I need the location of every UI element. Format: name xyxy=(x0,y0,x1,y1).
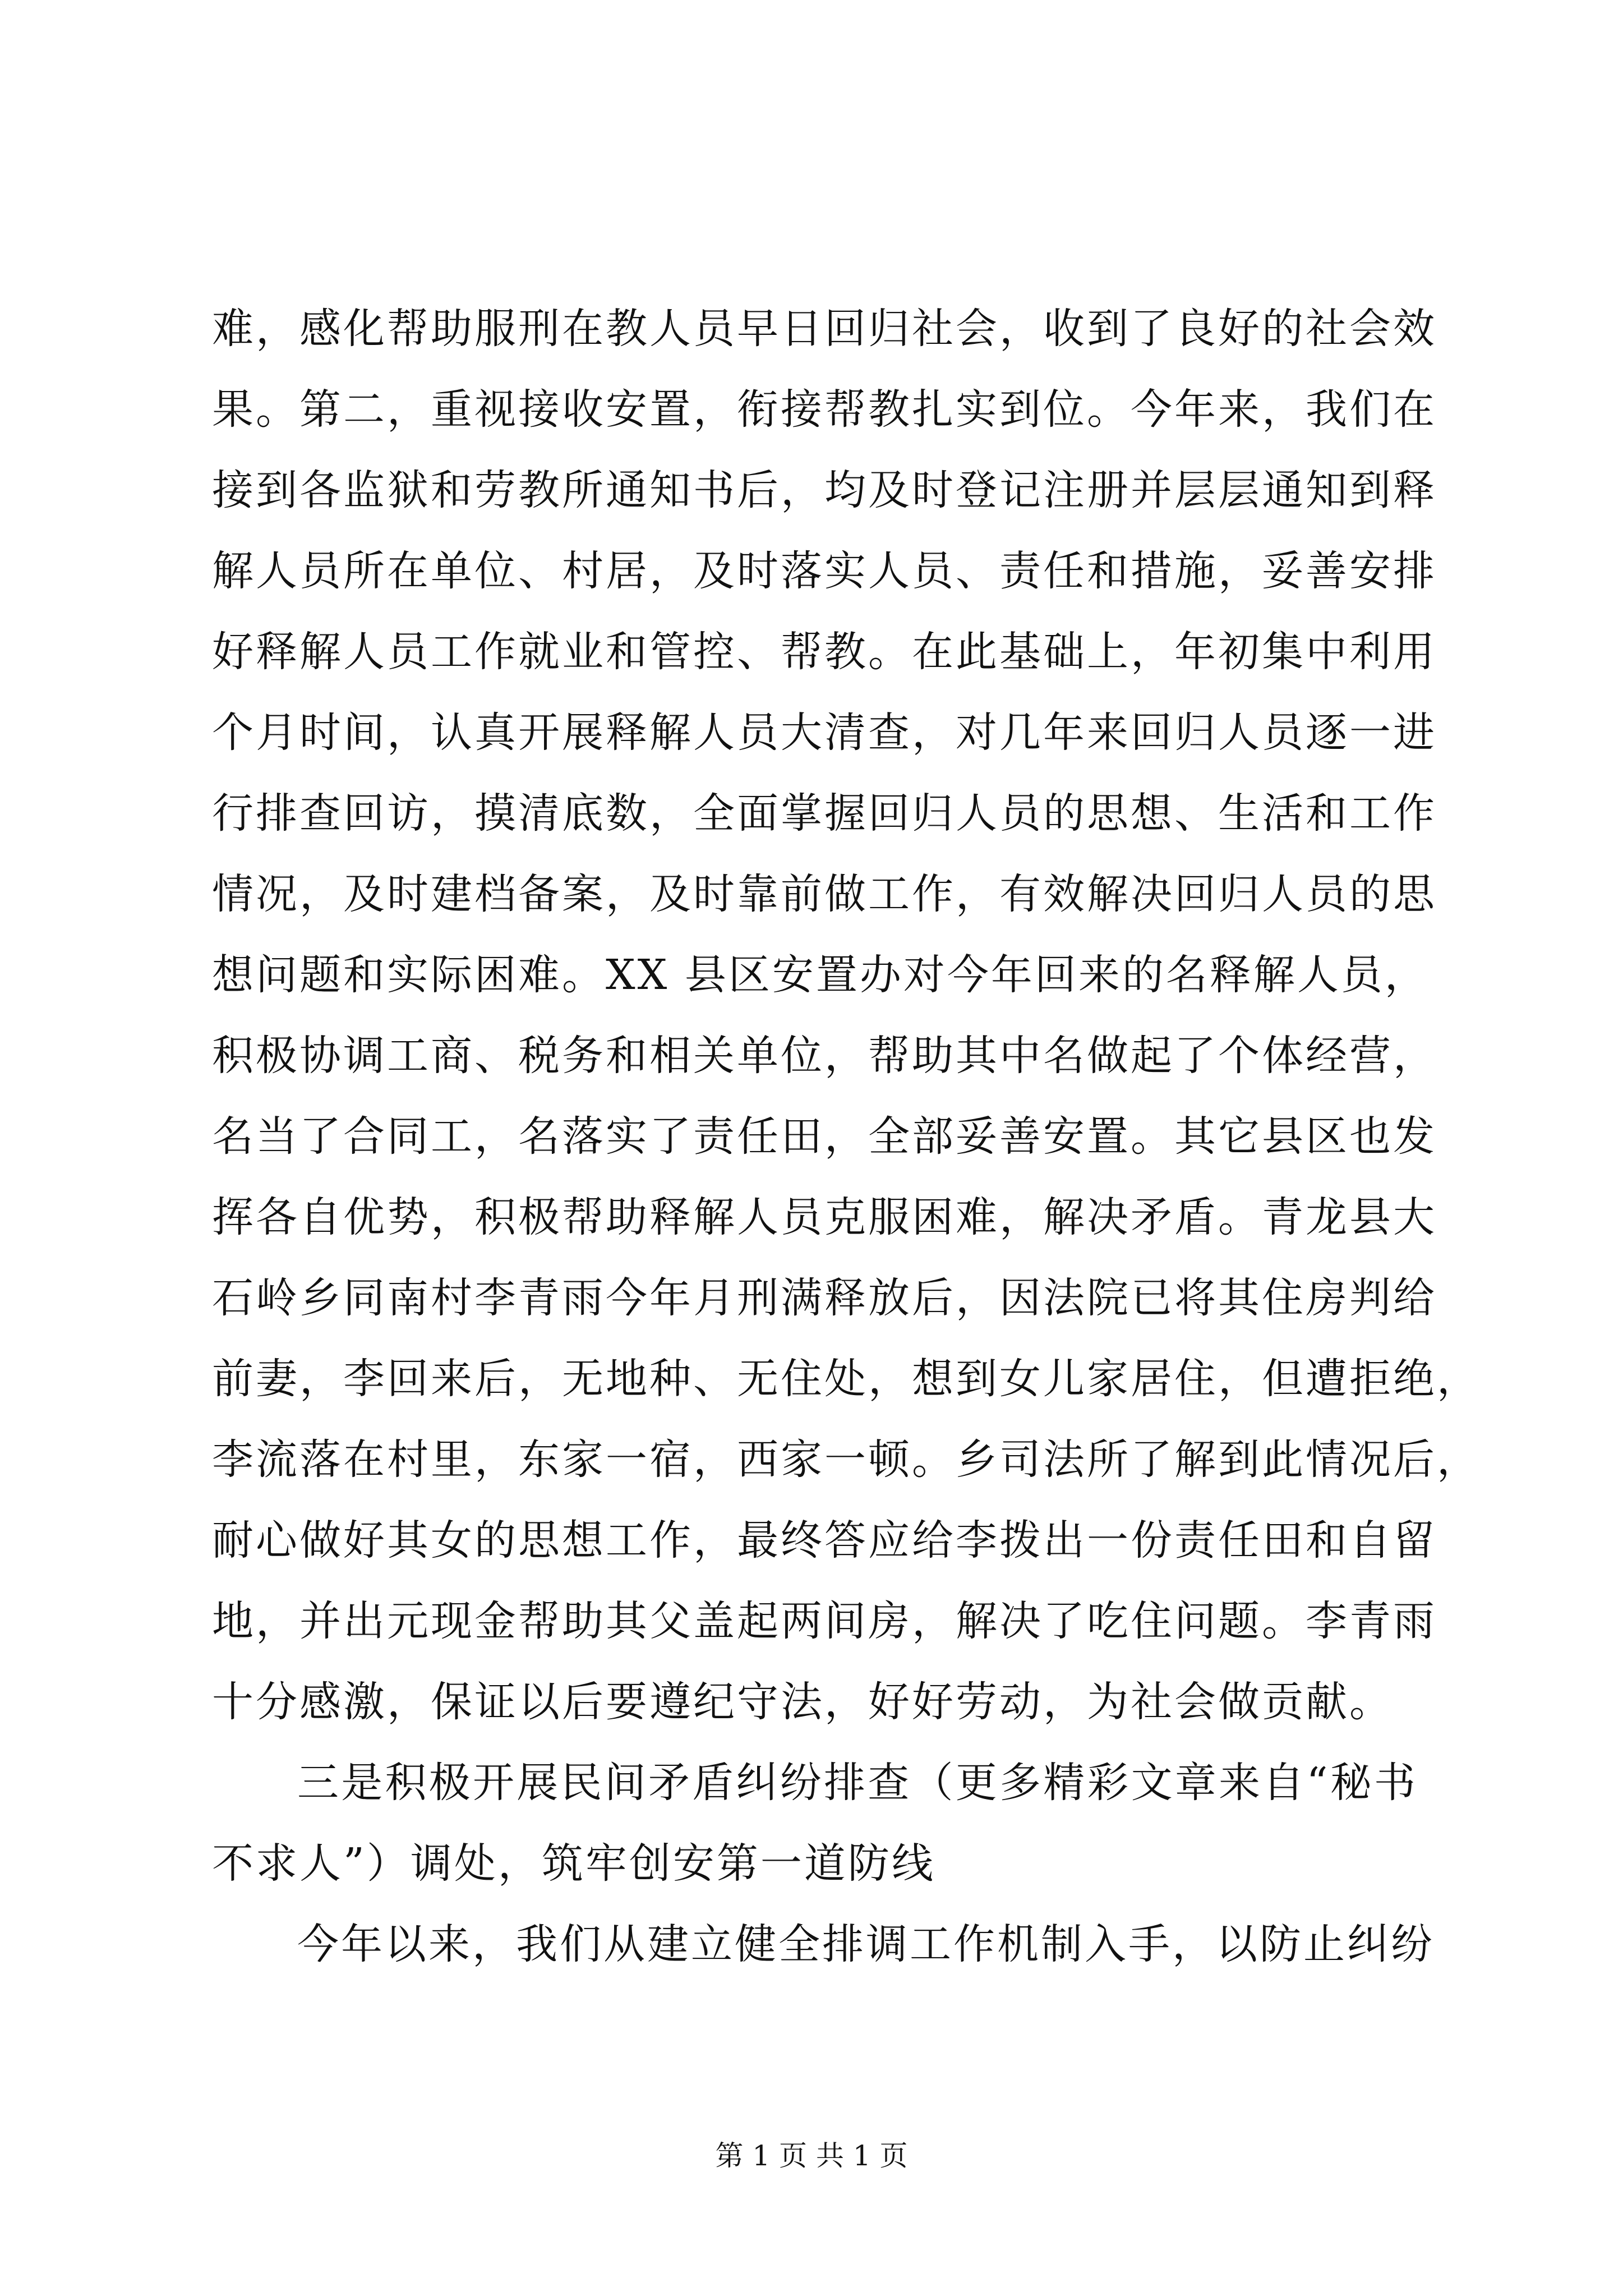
body-text-line: 前妻，李回来后，无地种、无住处，想到女儿家居住，但遭拒绝， xyxy=(212,1355,1481,1403)
body-text-line: 挥各自优势，积极帮助释解人员克服困难，解决矛盾。青龙县大 xyxy=(212,1193,1437,1241)
body-text-line: 名当了合同工，名落实了责任田，全部妥善安置。其它县区也发 xyxy=(212,1112,1437,1161)
body-text-line: 石岭乡同南村李青雨今年月刑满释放后，因法院已将其住房判给 xyxy=(212,1274,1437,1322)
page-footer: 第 1 页 共 1 页 xyxy=(715,2139,908,2172)
body-text-line: 个月时间，认真开展释解人员大清查，对几年来回归人员逐一进 xyxy=(212,708,1437,757)
body-text-line: 接到各监狱和劳教所通知书后，均及时登记注册并层层通知到释 xyxy=(212,466,1437,514)
body-text-line: 果。第二，重视接收安置，衔接帮教扎实到位。今年来，我们在 xyxy=(212,385,1437,434)
body-text-line: 行排查回访，摸清底数，全面掌握回归人员的思想、生活和工作 xyxy=(212,789,1437,838)
body-text-line: 耐心做好其女的思想工作，最终答应给李拨出一份责任田和自留 xyxy=(212,1516,1437,1565)
body-text-line: 积极协调工商、税务和相关单位，帮助其中名做起了个体经营， xyxy=(212,1032,1437,1080)
section-heading-line: 不求人”）调处，筑牢创安第一道防线 xyxy=(212,1839,935,1888)
body-text-line: 解人员所在单位、村居，及时落实人员、责任和措施，妥善安排 xyxy=(212,547,1437,595)
body-text-line: 十分感激，保证以后要遵纪守法，好好劳动，为社会做贡献。 xyxy=(212,1678,1393,1726)
body-text-line: 想问题和实际困难。XX 县区安置办对今年回来的名释解人员， xyxy=(212,951,1428,999)
body-text-line: 今年以来，我们从建立健全排调工作机制入手，以防止纠纷 xyxy=(297,1920,1435,1968)
body-text-line: 李流落在村里，东家一宿，西家一顿。乡司法所了解到此情况后， xyxy=(212,1435,1481,1484)
body-text-line: 好释解人员工作就业和管控、帮教。在此基础上，年初集中利用 xyxy=(212,628,1437,676)
body-text-line: 难，感化帮助服刑在教人员早日回归社会，收到了良好的社会效 xyxy=(212,305,1437,353)
section-heading-line: 三是积极开展民间矛盾纠纷排查（更多精彩文章来自“秘书 xyxy=(297,1759,1418,1807)
body-text-line: 地，并出元现金帮助其父盖起两间房，解决了吃住问题。李青雨 xyxy=(212,1597,1437,1645)
body-text-line: 情况，及时建档备案，及时靠前做工作，有效解决回归人员的思 xyxy=(212,870,1437,918)
